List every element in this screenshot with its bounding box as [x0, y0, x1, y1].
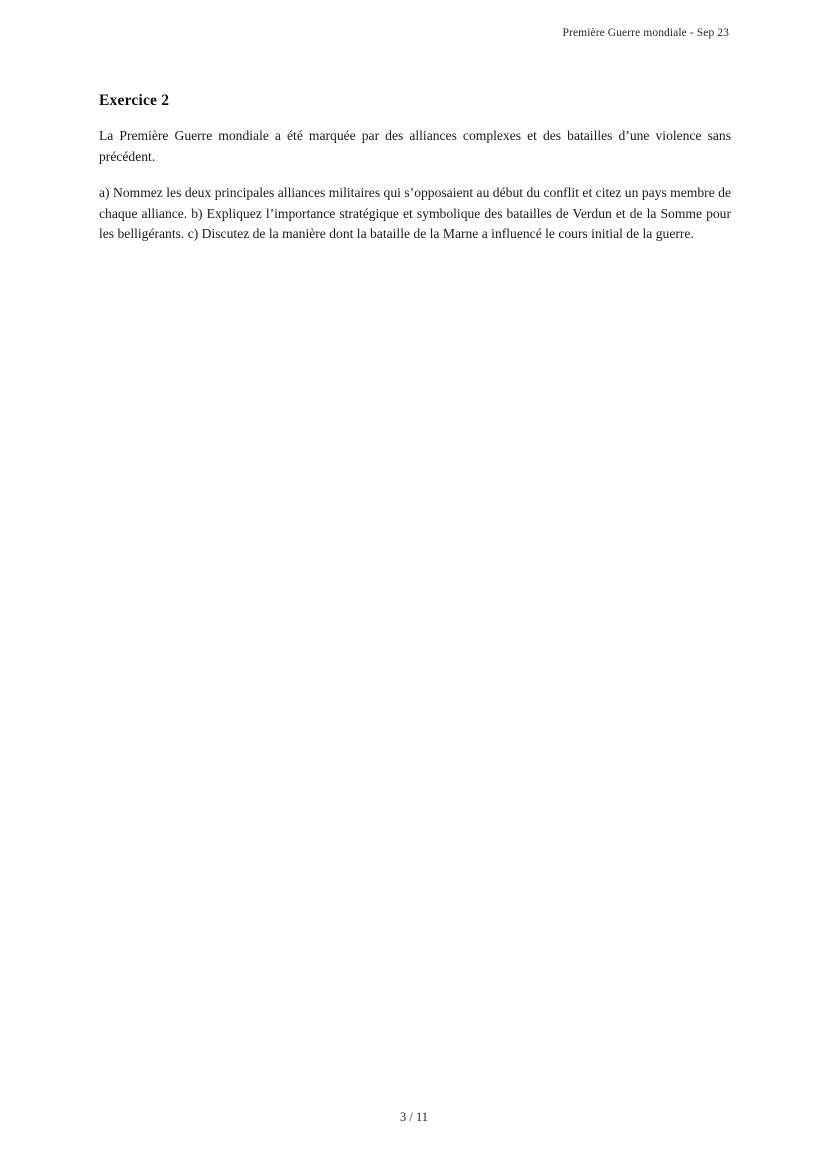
page-content [99, 92, 731, 245]
page-number: 3 / 11 [399, 1110, 428, 1124]
page-header: Première Guerre mondiale - Sep 23 [562, 27, 729, 39]
intro-paragraph: La Première Guerre mondiale a été marquée par des alliances complexes et des batailles d’une violence sans précédent. [99, 128, 731, 164]
page-title: Exercice 2 [99, 92, 170, 109]
questions-paragraph: a) Nommez les deux principales alliances militaires qui s’opposaient au début du conflit et citez un pays membre de chaque alliance. b) Expliquez l’importance stratégique et symbolique des batailles de Verdun et de la Somme pour les belligérants. c) Discutez de la manière dont la bataille de la Marne a influencé le cours initial de la guerre. [99, 185, 731, 241]
